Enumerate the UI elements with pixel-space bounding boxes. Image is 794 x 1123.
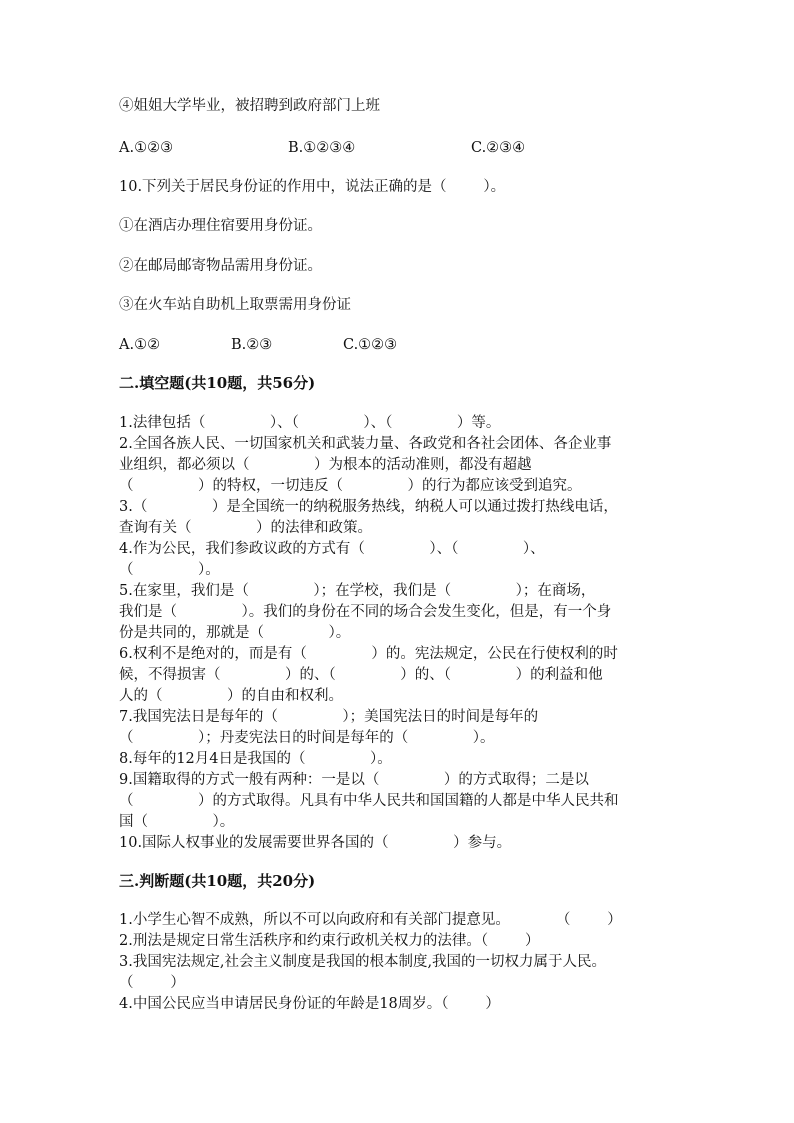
section-2-title: 二.填空题(共10题，共56分)	[119, 374, 316, 392]
q10-item-2: ②在邮局邮寄物品需用身份证。	[119, 258, 322, 274]
fill-line: 业组织，都必须以（ ）为根本的活动准则，都没有超越	[119, 457, 532, 473]
fill-line: 2.全国各族人民、一切国家机关和武装力量、各政党和各社会团体、各企业事	[119, 436, 612, 452]
judge-line: 1.小学生心智不成熟，所以不可以向政府和有关部门提意见。 （ ）	[119, 912, 622, 928]
fill-line: 查询有关（ ）的法律和政策。	[119, 520, 373, 536]
section-3-title: 三.判断题(共10题，共20分)	[119, 872, 316, 890]
fill-line: 7.我国宪法日是每年的（ ）；美国宪法日的时间是每年的	[119, 709, 539, 725]
fill-line: 6.权利不是绝对的，而是有（ ）的。宪法规定，公民在行使权利的时	[119, 646, 618, 662]
q10-item-3: ③在火车站自助机上取票需用身份证	[119, 297, 351, 313]
fill-line: 份是共同的，那就是（ ）。	[119, 625, 351, 641]
q9-option-b: B.①②③④	[288, 140, 356, 156]
q10-option-c: C.①②③	[343, 337, 398, 353]
fill-line: 5.在家里，我们是（ ）；在学校，我们是（ ）；在商场，	[119, 583, 596, 599]
q9-option-c: C.②③④	[471, 140, 526, 156]
judge-line: （ ）	[119, 975, 185, 991]
fill-line: 我们是（ ）。我们的身份在不同的场合会发生变化，但是，有一个身	[119, 604, 612, 620]
q10-stem: 10.下列关于居民身份证的作用中，说法正确的是（ ）。	[119, 179, 506, 195]
judge-line: 4.中国公民应当申请居民身份证的年龄是18周岁。（ ）	[119, 996, 500, 1012]
fill-line: 国（ ）。	[119, 814, 235, 830]
fill-line: 10.国际人权事业的发展需要世界各国的（ ）参与。	[119, 835, 512, 851]
fill-line: 8.每年的12月4日是我国的（ ）。	[119, 751, 392, 767]
fill-line: （ ）。	[119, 562, 220, 578]
q9-option-a: A.①②③	[119, 140, 174, 156]
fill-line: 人的（ ）的自由和权利。	[119, 688, 344, 704]
fill-line: 3.（ ）是全国统一的纳税服务热线，纳税人可以通过拨打热线电话，	[119, 499, 618, 515]
fill-line: 9.国籍取得的方式一般有两种：一是以（ ）的方式取得；二是以	[119, 772, 589, 788]
q10-item-1: ①在酒店办理住宿要用身份证。	[119, 218, 322, 234]
judge-line: 3.我国宪法规定,社会主义制度是我国的根本制度,我国的一切权力属于人民。	[119, 954, 607, 970]
fill-line: （ ）的特权，一切违反（ ）的行为都应该受到追究。	[119, 478, 582, 494]
q10-option-a: A.①②	[119, 337, 161, 353]
q10-option-b: B.②③	[231, 337, 273, 353]
q9-item-4: ④姐姐大学毕业，被招聘到政府部门上班	[119, 98, 380, 114]
fill-line: 候，不得损害（ ）的、（ ）的、（ ）的利益和他	[119, 667, 603, 683]
judge-line: 2.刑法是规定日常生活秩序和约束行政机关权力的法律。（ ）	[119, 933, 540, 949]
fill-line: （ ）；丹麦宪法日的时间是每年的（ ）。	[119, 730, 495, 746]
fill-line: 4.作为公民，我们参政议政的方式有（ ）、（ ）、	[119, 541, 545, 557]
fill-line: （ ）的方式取得。凡具有中华人民共和国国籍的人都是中华人民共和	[119, 793, 619, 809]
fill-line: 1.法律包括（ ）、（ ）、（ ）等。	[119, 415, 501, 431]
